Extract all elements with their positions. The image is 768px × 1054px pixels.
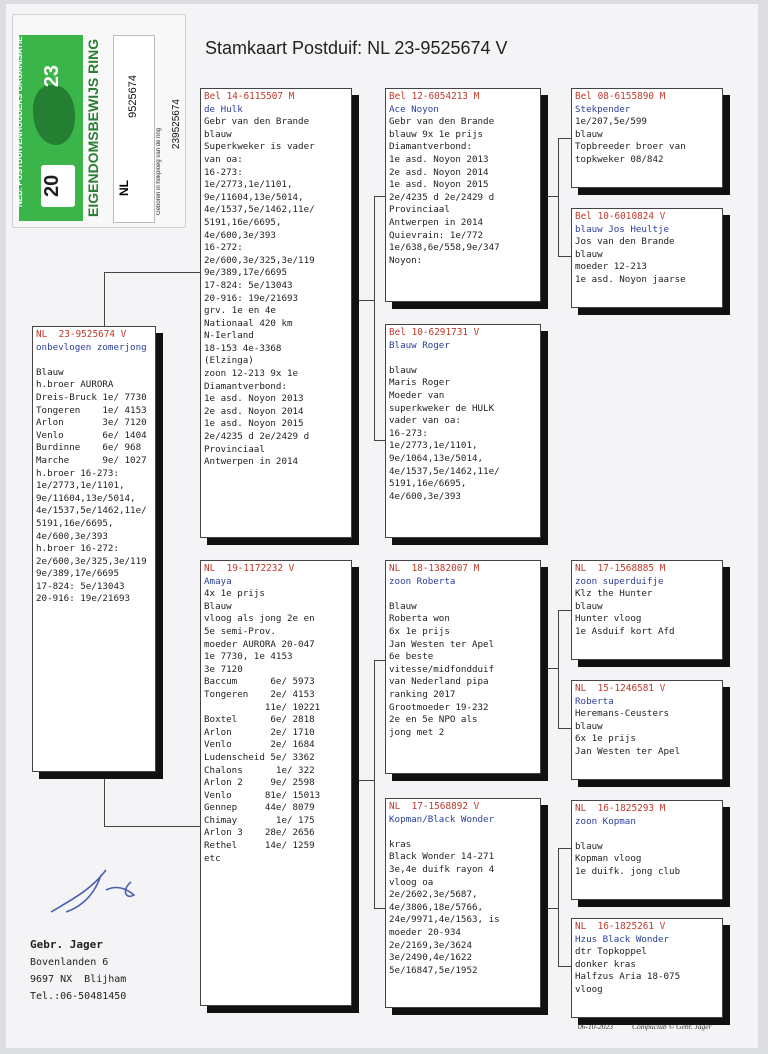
card-line: 2e/2169,3e/3624 bbox=[389, 939, 472, 951]
card-mm-father bbox=[571, 800, 723, 900]
card-line: Superkweker is vader bbox=[204, 141, 315, 153]
sticker-label-text: EIGENDOMSBEWIJS bbox=[85, 77, 101, 218]
ring-number: Bel 12-6054213 M bbox=[389, 91, 480, 102]
card-line: h.broer AURORA bbox=[36, 379, 114, 391]
card-line: vloog bbox=[575, 983, 603, 995]
card-line: 1e/2773,1e/1101, bbox=[389, 440, 478, 452]
footer-software: Compuclub © Gebr. Jager bbox=[632, 1022, 712, 1031]
card-line: vitesse/midfondduif bbox=[389, 663, 495, 675]
card-line: Blauw bbox=[36, 366, 64, 378]
card-line: 1e/2773,1e/1101, bbox=[204, 179, 293, 191]
connector-line bbox=[374, 196, 375, 440]
card-subject bbox=[32, 326, 156, 772]
card-line bbox=[36, 354, 155, 367]
card-line: Tongeren 1e/ 4153 bbox=[36, 404, 147, 416]
card-line: 9e/389,17e/6695 bbox=[204, 267, 287, 279]
card-line: topkweker 08/842 bbox=[575, 153, 664, 165]
card-line: superkweker de HULK bbox=[389, 402, 495, 414]
owner-phone: Tel.:06-50481450 bbox=[30, 991, 127, 1002]
card-line: etc bbox=[204, 852, 221, 864]
card-line: 1e/2773,1e/1101, bbox=[36, 480, 125, 492]
connector-line bbox=[104, 772, 105, 826]
card-line: Ludenscheid 5e/ 3362 bbox=[204, 751, 315, 763]
card-ff-mother bbox=[571, 208, 723, 308]
card-line: Arlon 3 28e/ 2656 bbox=[204, 827, 315, 839]
card-line: Antwerpen in 2014 bbox=[204, 456, 299, 468]
connector-line bbox=[558, 848, 572, 849]
sticker-label bbox=[85, 35, 109, 221]
connector-line bbox=[558, 610, 559, 728]
card-line: Jos van den Brande bbox=[575, 236, 675, 248]
card-line bbox=[389, 352, 540, 365]
card-line: 4e/1537,5e/1462,11e/ bbox=[389, 465, 500, 477]
card-line: 1e asd. Noyon 2015 bbox=[204, 418, 304, 430]
card-line: 1e Asduif kort Afd bbox=[575, 625, 675, 637]
pigeon-name: Ace Noyon bbox=[389, 103, 439, 115]
card-line: Black Wonder 14-271 bbox=[389, 851, 495, 863]
card-line: Nationaal 420 km bbox=[204, 317, 293, 329]
connector-line bbox=[558, 966, 572, 967]
card-line: Kopman vloog bbox=[575, 853, 642, 865]
card-line: Maris Roger bbox=[389, 377, 450, 389]
card-line: 3e 7120 bbox=[204, 663, 243, 675]
connector-line bbox=[558, 256, 572, 257]
card-line: Provinciaal bbox=[204, 443, 265, 455]
card-line: Marche 9e/ 1027 bbox=[36, 454, 147, 466]
connector-line bbox=[104, 272, 105, 328]
card-line: 1e/207,5e/599 bbox=[575, 116, 647, 128]
card-line: 6x 1e prijs bbox=[575, 733, 636, 745]
card-line: Blauw bbox=[204, 600, 232, 612]
card-line: blauw bbox=[575, 720, 603, 732]
pigeon-name: Amaya bbox=[204, 575, 232, 587]
card-line bbox=[575, 828, 722, 841]
card-line: 2e/4235 d 2e/2429 d bbox=[204, 431, 310, 443]
card-line: 4e/600,3e/393 bbox=[36, 530, 108, 542]
card-line: 4e/600,3e/393 bbox=[204, 229, 276, 241]
card-line: 1e asd. Noyon 2015 bbox=[389, 179, 489, 191]
card-line: 6e beste bbox=[389, 651, 434, 663]
lion-logo-icon bbox=[33, 85, 75, 145]
connector-line bbox=[104, 826, 202, 827]
card-line: Gebr van den Brande bbox=[389, 116, 495, 128]
card-line: Venlo 2e/ 1684 bbox=[204, 739, 315, 751]
card-line: Tongeren 2e/ 4153 bbox=[204, 688, 315, 700]
card-line: 2e asd. Noyon 2014 bbox=[389, 166, 489, 178]
card-line: Burdinne 6e/ 968 bbox=[36, 442, 142, 454]
card-line: 16-273: bbox=[389, 427, 428, 439]
card-line: h.broer 16-273: bbox=[36, 467, 119, 479]
card-mother-mother bbox=[385, 798, 541, 1008]
card-line: 17-824: 5e/13043 bbox=[36, 580, 125, 592]
card-line: 2e/600,3e/325,3e/119 bbox=[36, 555, 147, 567]
card-line: 9e/1064,13e/5014, bbox=[389, 452, 484, 464]
sticker-year-bottom: 20 bbox=[41, 165, 75, 207]
connector-line bbox=[352, 300, 374, 301]
card-line: 4x 1e prijs bbox=[204, 588, 265, 600]
card-line: 4e/1537,5e/1462,11e/ bbox=[204, 204, 315, 216]
card-line: 9e/11604,13e/5014, bbox=[204, 191, 304, 203]
ring-number: Bel 10-6010824 V bbox=[575, 211, 666, 222]
card-line: kras bbox=[389, 838, 412, 850]
ring-number: Bel 10-6291731 V bbox=[389, 327, 480, 338]
ring-number: Bel 08-6155890 M bbox=[575, 91, 666, 102]
card-line: grv. 1e en 4e bbox=[204, 305, 276, 317]
card-line: Antwerpen in 2014 bbox=[389, 216, 484, 228]
card-line: 1e duifk. jong club bbox=[575, 865, 681, 877]
connector-line bbox=[558, 728, 572, 729]
page-title: Stamkaart Postduif: NL 23-9525674 V bbox=[205, 38, 508, 58]
card-line: Arlon 2e/ 1710 bbox=[204, 726, 315, 738]
sticker-ring-word: RING bbox=[85, 38, 101, 74]
card-line: 20-916: 19e/21693 bbox=[204, 292, 299, 304]
card-line: 1e asd. Noyon 2013 bbox=[204, 393, 304, 405]
card-line: 5e semi-Prov. bbox=[204, 625, 276, 637]
card-line: 17-824: 5e/13043 bbox=[204, 279, 293, 291]
connector-line bbox=[542, 196, 558, 197]
card-line: Roberta won bbox=[389, 613, 450, 625]
card-line: Noyon: bbox=[389, 254, 423, 266]
connector-line bbox=[104, 272, 202, 273]
connector-line bbox=[542, 908, 558, 909]
ring-number: NL 17-1568892 V bbox=[389, 801, 480, 812]
ring-number: NL 23-9525674 V bbox=[36, 329, 127, 340]
card-line: vloog als jong 2e en bbox=[204, 613, 315, 625]
card-line: 18-153 4e-3368 bbox=[204, 342, 282, 354]
card-line: (Elzinga) bbox=[204, 355, 254, 367]
card-line: Venlo 81e/ 15013 bbox=[204, 789, 321, 801]
signature bbox=[46, 860, 146, 920]
card-line: Heremans-Ceusters bbox=[575, 708, 670, 720]
card-line: dtr Topkoppel bbox=[575, 946, 647, 958]
pigeon-name: onbevlogen zomerjong bbox=[36, 341, 147, 353]
card-line: blauw bbox=[204, 128, 232, 140]
card-line: 2e/2602,3e/5687, bbox=[389, 889, 478, 901]
card-line: 2e/600,3e/325,3e/119 bbox=[204, 254, 315, 266]
card-line: Arlon 3e/ 7120 bbox=[36, 417, 147, 429]
card-line: donker kras bbox=[575, 958, 636, 970]
card-line: 2e/4235 d 2e/2429 d bbox=[389, 191, 495, 203]
card-line: Grootmoeder 19-232 bbox=[389, 701, 489, 713]
owner-block bbox=[30, 936, 126, 1005]
card-line: 4e/3806,18e/5766, bbox=[389, 901, 484, 913]
card-mf-father bbox=[571, 560, 723, 660]
pigeon-name: zoon Roberta bbox=[389, 575, 456, 587]
card-line: 1e/638,6e/558,9e/347 bbox=[389, 242, 500, 254]
card-line: Quievrain: 1e/772 bbox=[389, 229, 484, 241]
card-line: Halfzus Aria 18-075 bbox=[575, 971, 681, 983]
card-line: Dreis-Bruck 1e/ 7730 bbox=[36, 391, 147, 403]
ring-number: NL 18-1382007 M bbox=[389, 563, 480, 574]
pigeon-name: blauw Jos Heultje bbox=[575, 223, 670, 235]
sticker-year-top: 23 bbox=[41, 65, 63, 88]
card-line bbox=[389, 588, 540, 601]
connector-line bbox=[542, 668, 558, 669]
owner-street: Bovenlanden 6 bbox=[30, 957, 109, 968]
pigeon-name: Blauw Roger bbox=[389, 339, 450, 351]
connector-line bbox=[352, 780, 374, 781]
connector-line bbox=[558, 138, 572, 139]
card-line: Jan Westen ter Apel bbox=[389, 638, 495, 650]
card-line: Boxtel 6e/ 2818 bbox=[204, 714, 315, 726]
card-mm-mother bbox=[571, 918, 723, 1018]
ring-number: NL 15-1246581 V bbox=[575, 683, 666, 694]
card-line: moeder AURORA 20-047 bbox=[204, 638, 315, 650]
pigeon-name: Hzus Black Wonder bbox=[575, 933, 670, 945]
footer-date: 06-10-2023 bbox=[578, 1022, 613, 1031]
ring-number: NL 17-1568885 M bbox=[575, 563, 666, 574]
connector-line bbox=[374, 660, 375, 908]
card-line: 4e/1537,5e/1462,11e/ bbox=[36, 505, 147, 517]
connector-line bbox=[558, 848, 559, 966]
ring-number: Bel 14-6115507 M bbox=[204, 91, 295, 102]
pigeon-name: zoon superduifje bbox=[575, 575, 664, 587]
card-line: blauw 9x 1e prijs bbox=[389, 128, 484, 140]
card-line: Moeder van bbox=[389, 389, 445, 401]
connector-line bbox=[558, 610, 572, 611]
ring-number: NL 16-1825293 M bbox=[575, 803, 666, 814]
card-line: Blauw bbox=[389, 600, 417, 612]
card-line: vader van oa: bbox=[389, 415, 461, 427]
card-line: N-Ierland bbox=[204, 330, 254, 342]
card-line: 2e en 5e NPO als bbox=[389, 714, 478, 726]
card-line: Arlon 2 9e/ 2598 bbox=[204, 777, 315, 789]
card-father-father bbox=[385, 88, 541, 302]
card-line: van Nederland pipa bbox=[389, 676, 489, 688]
card-line: 2e asd. Noyon 2014 bbox=[204, 405, 304, 417]
card-line: Chalons 1e/ 322 bbox=[204, 764, 315, 776]
card-line: 3e/2490,4e/1622 bbox=[389, 952, 472, 964]
sticker-country: NL bbox=[117, 180, 131, 196]
sticker-barcode-number: 239525674 bbox=[171, 99, 182, 150]
card-line: 24e/9971,4e/1563, is bbox=[389, 914, 500, 926]
card-line: Venlo 6e/ 1404 bbox=[36, 429, 147, 441]
card-line: moeder 20-934 bbox=[389, 926, 461, 938]
card-line: 9e/11604,13e/5014, bbox=[36, 492, 136, 504]
card-line: van oa: bbox=[204, 153, 243, 165]
owner-city: 9697 NX Blijham bbox=[30, 974, 127, 985]
card-line: 5191,16e/6695, bbox=[389, 478, 467, 490]
ring-number: NL 16-1825261 V bbox=[575, 921, 666, 932]
card-line: 16-272: bbox=[204, 242, 243, 254]
pigeon-name: Kopman/Black Wonder bbox=[389, 813, 495, 825]
card-line: blauw bbox=[575, 600, 603, 612]
card-line: 5191,16e/6695, bbox=[204, 216, 282, 228]
card-line: 9e/389,17e/6695 bbox=[36, 568, 119, 580]
ring-number: NL 19-1172232 V bbox=[204, 563, 295, 574]
card-ff-father bbox=[571, 88, 723, 188]
card-mother bbox=[200, 560, 352, 1006]
ownership-sticker bbox=[12, 14, 186, 228]
sticker-side-text: Geboren in hokploeg van de ring bbox=[156, 127, 162, 215]
card-line: Chimay 1e/ 175 bbox=[204, 814, 315, 826]
pigeon-name: zoon Kopman bbox=[575, 815, 636, 827]
card-line: Rethel 14e/ 1259 bbox=[204, 840, 315, 852]
card-line: Hunter vloog bbox=[575, 613, 642, 625]
card-line: 1e asd. Noyon 2013 bbox=[389, 153, 489, 165]
card-line: vloog oa bbox=[389, 876, 434, 888]
sticker-ring-number: 9525674 bbox=[127, 75, 139, 118]
pigeon-name: Roberta bbox=[575, 695, 614, 707]
card-line: 20-916: 19e/21693 bbox=[36, 593, 131, 605]
card-line bbox=[389, 826, 540, 839]
card-line: Diamantverbond: bbox=[204, 380, 287, 392]
card-mother-father bbox=[385, 560, 541, 774]
owner-name: Gebr. Jager bbox=[30, 938, 103, 951]
card-line: Gennep 44e/ 8079 bbox=[204, 802, 315, 814]
card-line: 4e/600,3e/393 bbox=[389, 490, 461, 502]
sticker-org: NED. POSTDUIVENHOUDERS ORGANISATIE bbox=[15, 36, 24, 208]
card-line: Diamantverbond: bbox=[389, 141, 472, 153]
card-line: 11e/ 10221 bbox=[204, 701, 321, 713]
card-father-mother bbox=[385, 324, 541, 538]
card-line: blauw bbox=[575, 248, 603, 260]
card-line: Gebr van den Brande bbox=[204, 116, 310, 128]
card-line: 1e 7730, 1e 4153 bbox=[204, 651, 293, 663]
card-line: 16-273: bbox=[204, 166, 243, 178]
card-line: jong met 2 bbox=[389, 726, 445, 738]
card-line: 5e/16847,5e/1952 bbox=[389, 964, 478, 976]
card-line: Topbreeder broer van bbox=[575, 141, 686, 153]
card-line: Jan Westen ter Apel bbox=[575, 745, 681, 757]
card-line: blauw bbox=[389, 364, 417, 376]
card-father bbox=[200, 88, 352, 538]
card-mf-mother bbox=[571, 680, 723, 780]
card-line: 3e,4e duifk rayon 4 bbox=[389, 863, 495, 875]
card-line: moeder 12-213 bbox=[575, 261, 647, 273]
card-line: blauw bbox=[575, 840, 603, 852]
pigeon-name: de Hulk bbox=[204, 103, 243, 115]
pigeon-name: Stekpender bbox=[575, 103, 631, 115]
card-line: blauw bbox=[575, 128, 603, 140]
card-line: ranking 2017 bbox=[389, 688, 456, 700]
card-line: 6x 1e prijs bbox=[389, 625, 450, 637]
card-line: h.broer 16-272: bbox=[36, 543, 119, 555]
card-line: 1e asd. Noyon jaarse bbox=[575, 273, 686, 285]
card-line: 5191,16e/6695, bbox=[36, 517, 114, 529]
card-line: Klz the Hunter bbox=[575, 588, 653, 600]
card-line: Baccum 6e/ 5973 bbox=[204, 676, 315, 688]
connector-line bbox=[558, 138, 559, 256]
card-line: Provinciaal bbox=[389, 204, 450, 216]
card-line: zoon 12-213 9x 1e bbox=[204, 368, 299, 380]
